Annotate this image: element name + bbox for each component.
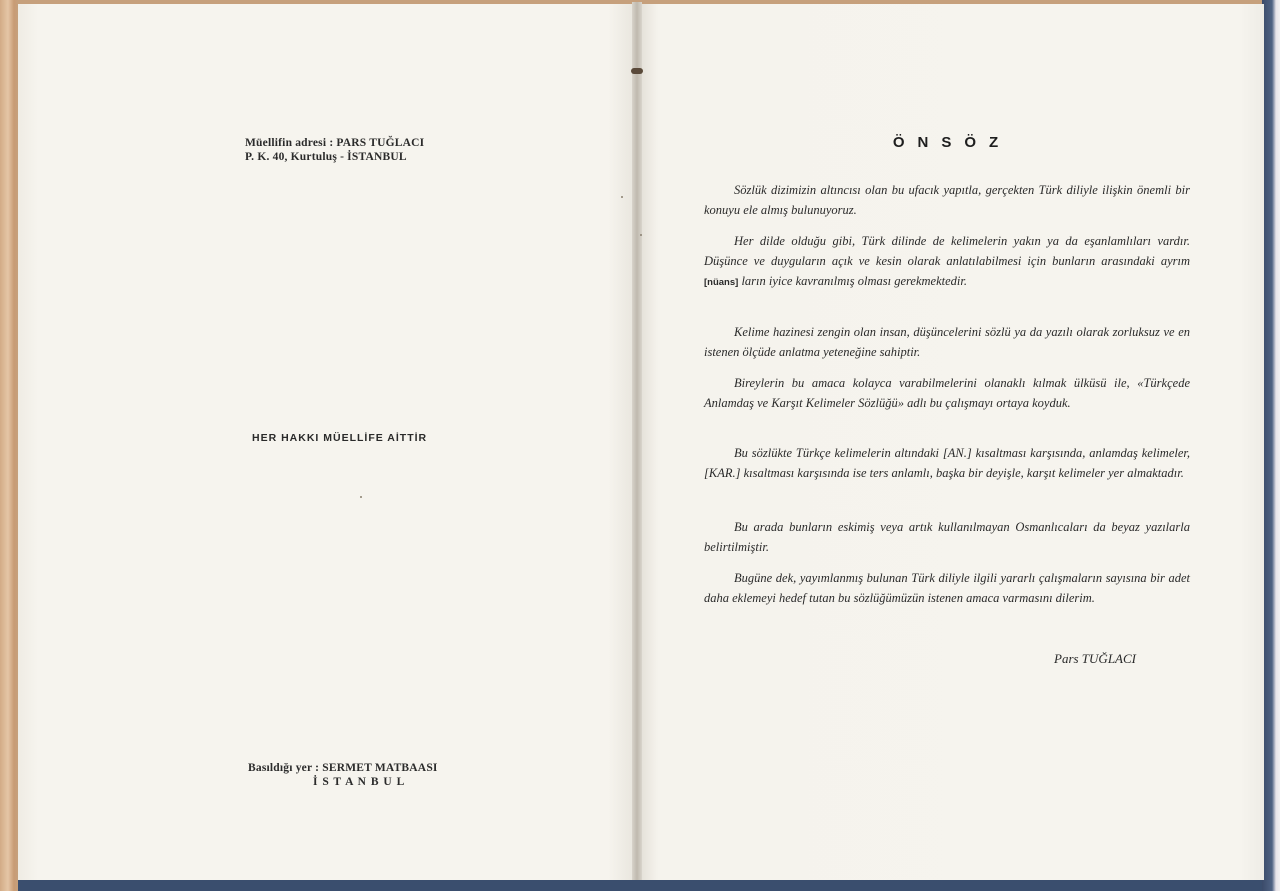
paragraph-7: Bugüne dek, yayımlanmış bulunan Türk diliyle ilgili yararlı çalışmaların sayısına bir adet daha eklemeyi hedef tutan bu sözlüğümüzün istenen amaca varmasını dilerim. — [704, 571, 1190, 605]
paper-speck — [621, 196, 623, 198]
paragraph-5: Bu sözlükte Türkçe kelimelerin altındaki [AN.] kısaltması karşısında, anlamdaş kelimeler, [KAR.] kısaltması karşısında ise ters anlamlı, başka bir deyişle, karşıt kelimeler yer almaktadır. — [704, 446, 1190, 480]
paragraph-4: Bireylerin bu amaca kolayca varabilmelerini olanaklı kılmak ülküsü ile, «Türkçede Anlamdaş ve Karşıt Kelimeler Sözlüğü» adlı bu çalışmayı ortaya koyduk. — [704, 376, 1190, 410]
signature: Pars TUĞLACI — [1054, 651, 1136, 666]
paragraph-3: Kelime hazinesi zengin olan insan, düşüncelerini sözlü ya da yazılı olarak zorluksuz ve en istenen ölçüde anlatma yeteneğine sahiptir. — [704, 325, 1190, 359]
author-address-line1: Müellifin adresi : PARS TUĞLACI — [245, 137, 425, 149]
paper-speck — [640, 234, 642, 236]
paper-speck — [360, 496, 362, 498]
author-address-line2: P. K. 40, Kurtuluş - İSTANBUL — [245, 151, 407, 163]
printer-line1: Basıldığı yer : SERMET MATBAASI — [248, 762, 438, 774]
paragraph-2-tail: ların iyice kavranılmış olması gerekmektedir. — [741, 274, 967, 288]
page-title: ÖNSÖZ — [892, 134, 1012, 151]
paragraph-2 — [704, 231, 1190, 293]
rights-notice: HER HAKKI MÜELLİFE AİTTİR — [252, 432, 428, 444]
paragraph-6: Bu arada bunların eskimiş veya artık kullanılmayan Osmanlıcaları da beyaz yazılarla belirtilmiştir. — [704, 520, 1190, 554]
gutter-stain — [631, 68, 643, 74]
cover-right-edge — [1262, 0, 1280, 891]
paragraph-1: Sözlük dizimizin altıncısı olan bu ufacık yapıtla, gerçekten Türk diliyle ilişkin önemli bir konuyu ele almış bulunuyoruz. — [704, 183, 1190, 217]
nuans-term: [nüans] — [704, 277, 739, 288]
paragraph-2-text: Her dilde olduğu gibi, Türk dilinde de kelimelerin yakın ya da eşanlamlıları vardır. Düşünce ve duyguların açık ve kesin olarak anlatılabilmesi için bunların arasındaki ayrım — [704, 234, 1190, 268]
printer-line2: İ S T A N B U L — [313, 776, 406, 788]
